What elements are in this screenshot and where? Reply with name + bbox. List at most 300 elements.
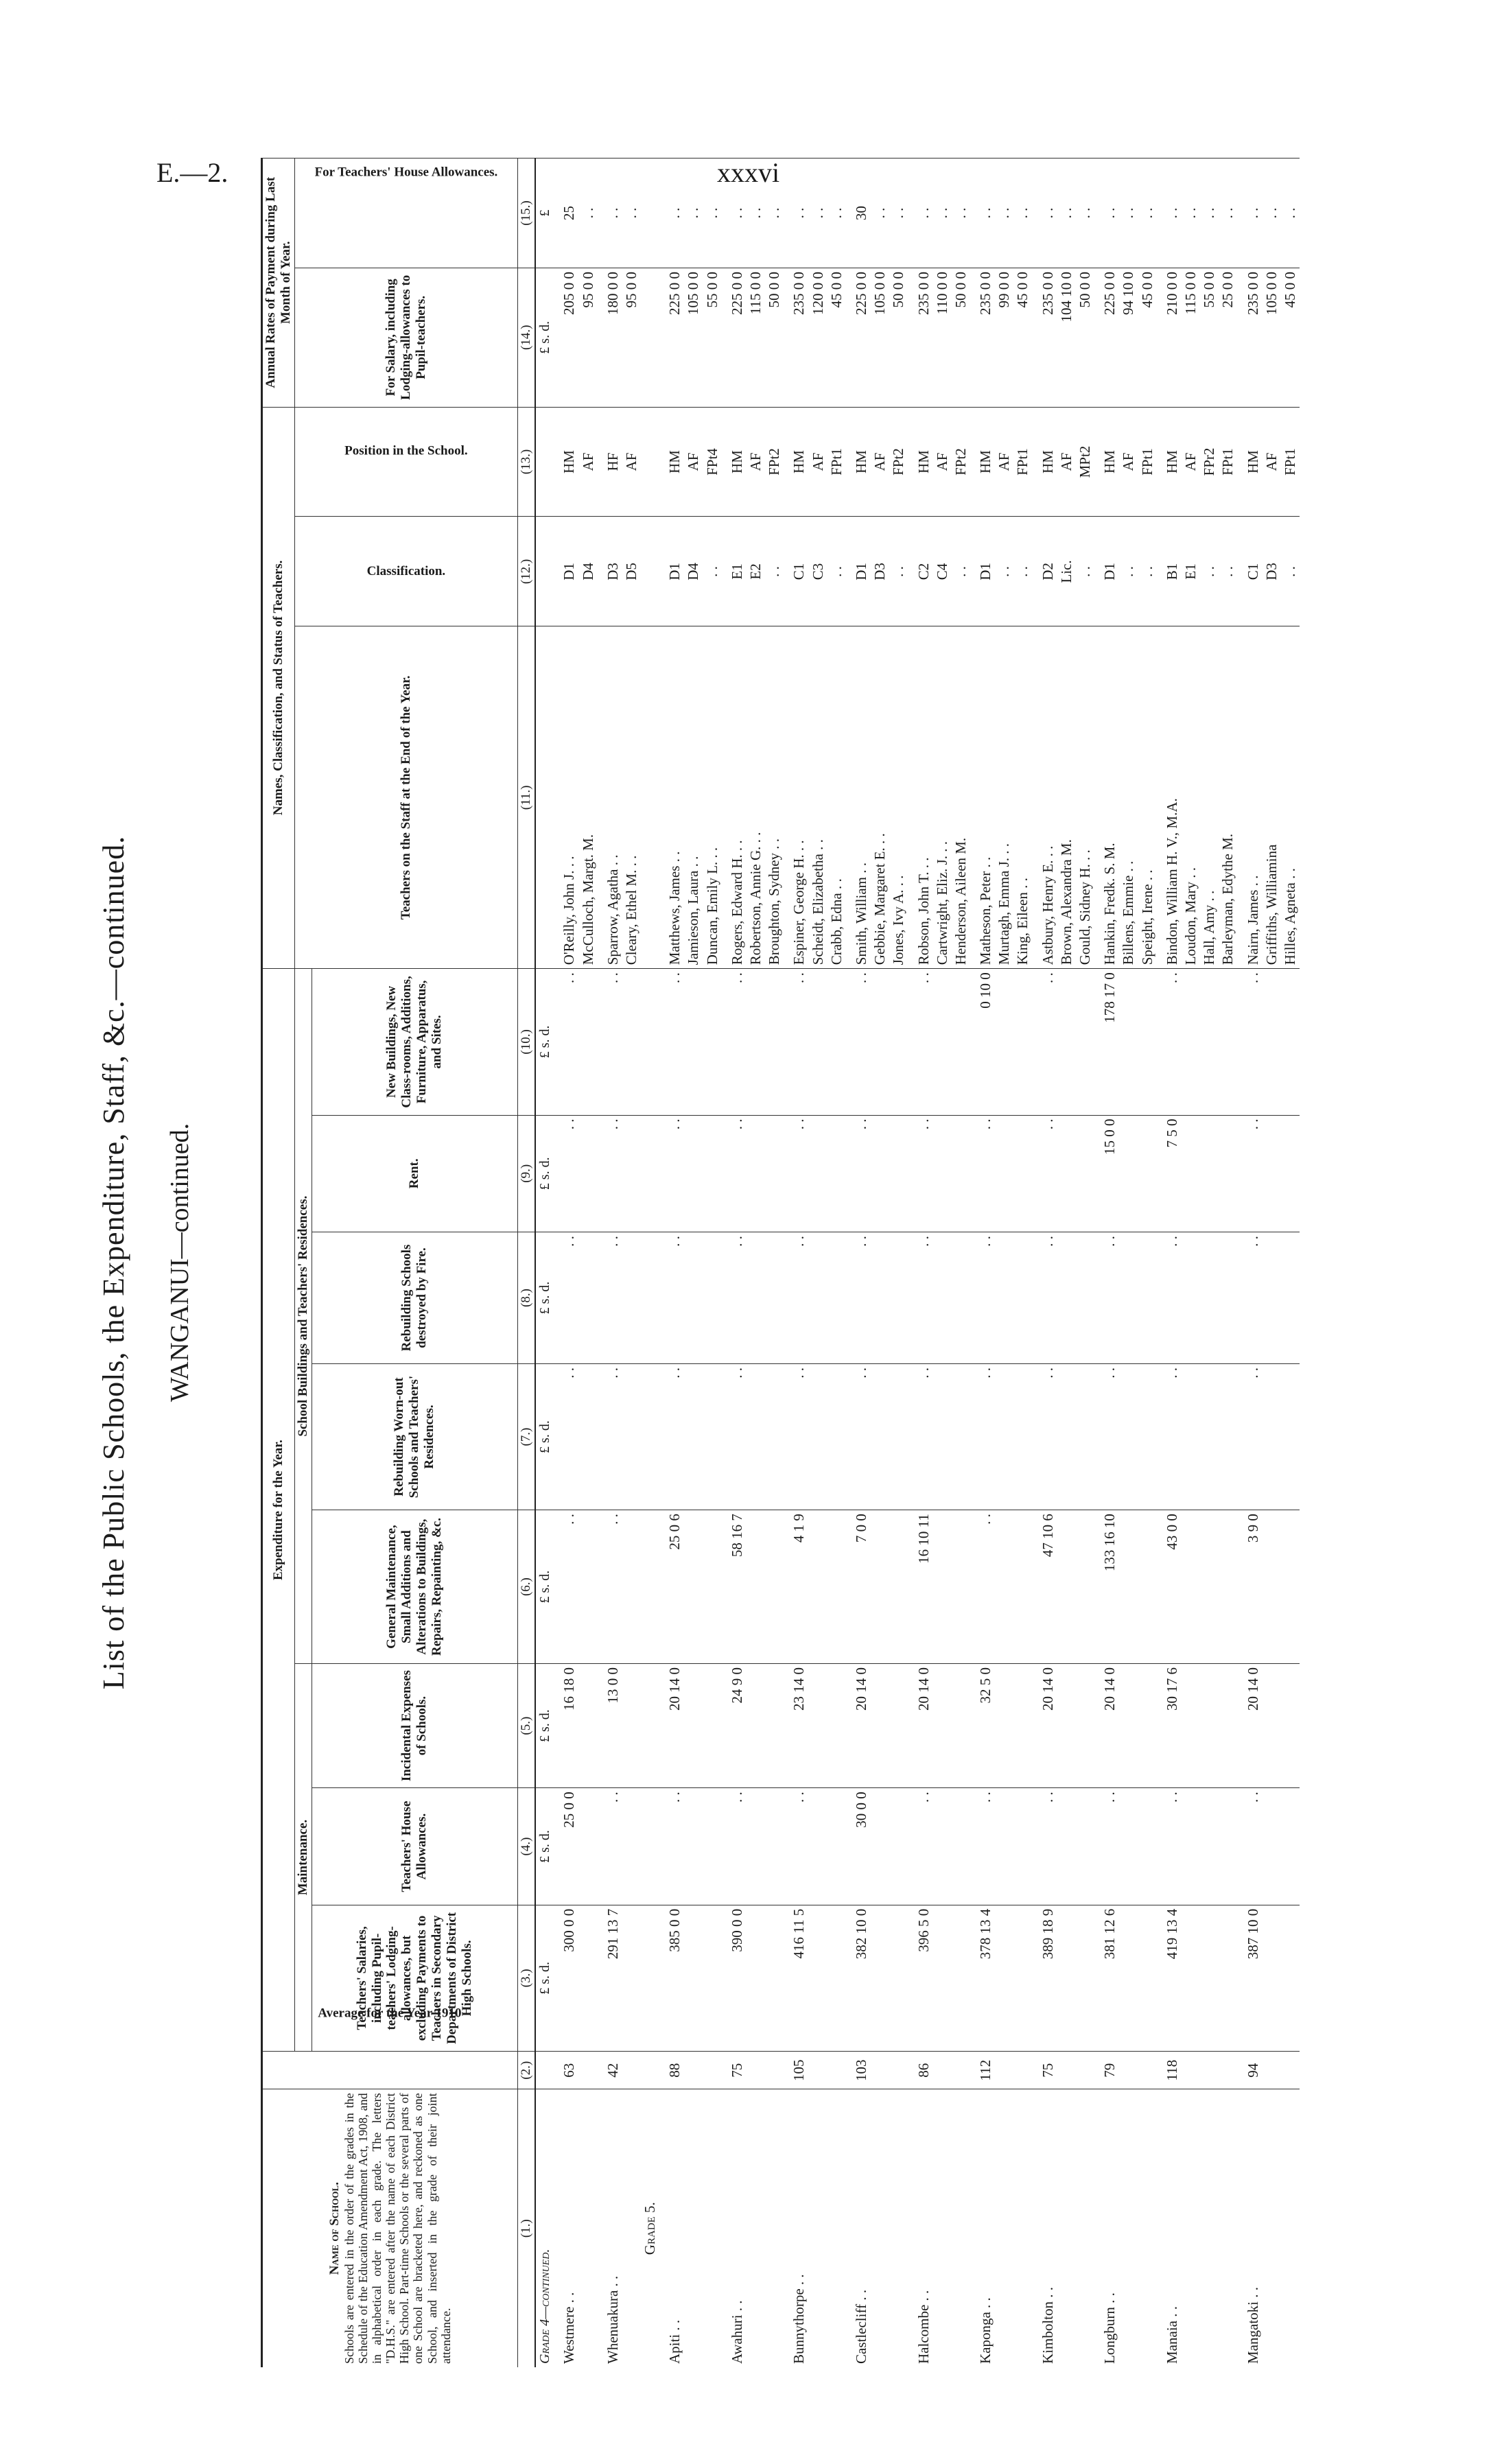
teachers-salaries: [1281, 1905, 1300, 2051]
position: FPr2: [1200, 407, 1219, 517]
average-attendance: [1119, 2052, 1138, 2089]
classification: E1: [722, 517, 747, 626]
teacher-name: Murtagh, Emma J. . .: [995, 626, 1013, 969]
rent: . .: [908, 1115, 933, 1232]
teacher-name: Hilles, Agneta . .: [1281, 626, 1300, 969]
teacher-name: Sparrow, Agatha . .: [598, 626, 622, 969]
position: FPt4: [703, 407, 722, 517]
units-label: £ s. d.: [535, 1664, 554, 1788]
position: HM: [784, 407, 808, 517]
teachers-salaries: [889, 1905, 908, 2051]
house-allowance: . .: [722, 1788, 747, 1905]
new-buildings: . .: [1238, 969, 1263, 1115]
house-allowance: [1138, 1788, 1157, 1905]
salary-rate: 50 0 0: [889, 268, 908, 408]
incidental-expenses: [995, 1664, 1013, 1788]
average-attendance: [1076, 2052, 1094, 2089]
new-buildings: [1138, 969, 1157, 1115]
rebuilding-fire: [809, 1232, 827, 1364]
incidental-expenses: [1200, 1664, 1219, 1788]
rebuilding-worn-out: [809, 1363, 827, 1510]
general-maintenance: 4 1 9: [784, 1510, 808, 1664]
school-name: [889, 2089, 908, 2367]
house-allowance-rate: . .: [703, 159, 722, 268]
general-maintenance: [1138, 1510, 1157, 1664]
table-row: [908, 159, 933, 2368]
classification: B1: [1157, 517, 1182, 626]
table-row: [659, 159, 684, 2368]
average-attendance: 112: [970, 2052, 995, 2089]
rent: [1182, 1115, 1200, 1232]
salary-rate: 55 0 0: [703, 268, 722, 408]
rebuilding-worn-out: [684, 1363, 703, 1510]
house-allowance: . .: [598, 1788, 622, 1905]
house-allowance-rate: . .: [784, 159, 808, 268]
average-attendance: 103: [846, 2052, 871, 2089]
salary-rate: 50 0 0: [765, 268, 784, 408]
house-allowance-rate: . .: [1013, 159, 1032, 268]
teachers-salaries: [622, 1905, 641, 2051]
units-label: £ s. d.: [535, 1363, 554, 1510]
house-allowance: . .: [970, 1788, 995, 1905]
rent: [579, 1115, 598, 1232]
incidental-expenses: [684, 1664, 703, 1788]
house-allowance-rate: . .: [1157, 159, 1182, 268]
teachers-salaries: [1200, 1905, 1219, 2051]
house-allowance-rate: . .: [622, 159, 641, 268]
rent: . .: [970, 1115, 995, 1232]
school-name: Manaia . .: [1157, 2089, 1182, 2367]
teachers-header: Teachers on the Staff at the End of the Year.: [294, 626, 517, 969]
house-allowance-rate: . .: [809, 159, 827, 268]
position: AF: [871, 407, 889, 517]
new-buildings: . .: [784, 969, 808, 1115]
house-allowance: 25 0 0: [554, 1788, 578, 1905]
new-buildings: . .: [846, 969, 871, 1115]
table-row: [1263, 159, 1281, 2368]
rebuilding-fire-header: Rebuilding Schools destroyed by Fire.: [312, 1232, 517, 1364]
position: AF: [1182, 407, 1200, 517]
position: HM: [1033, 407, 1057, 517]
rent: 7 5 0: [1157, 1115, 1182, 1232]
position: FPt2: [765, 407, 784, 517]
house-allowance-rate: . .: [1238, 159, 1263, 268]
new-buildings: [684, 969, 703, 1115]
col-num: (1.): [517, 2089, 535, 2367]
general-maintenance: 3 9 0: [1238, 1510, 1263, 1664]
salary-rate: 105 0 0: [684, 268, 703, 408]
rebuilding-worn-out: . .: [598, 1363, 622, 1510]
table-row: [1238, 159, 1263, 2368]
new-buildings: . .: [1033, 969, 1057, 1115]
classification: D5: [622, 517, 641, 626]
school-name: [703, 2089, 722, 2367]
rent: . .: [1238, 1115, 1263, 1232]
teacher-name: Smith, William . .: [846, 626, 871, 969]
teachers-salaries: [1263, 1905, 1281, 2051]
teacher-name: Broughton, Sydney . .: [765, 626, 784, 969]
house-allowance-rate: . .: [1119, 159, 1138, 268]
position: AF: [622, 407, 641, 517]
table-row: [1200, 159, 1219, 2368]
house-allowance: . .: [1033, 1788, 1057, 1905]
new-buildings: [952, 969, 970, 1115]
table-row: [1013, 159, 1032, 2368]
incidental-expenses: 20 14 0: [1094, 1664, 1119, 1788]
rebuilding-worn-out: . .: [846, 1363, 871, 1510]
new-buildings: [1182, 969, 1200, 1115]
general-maintenance: [684, 1510, 703, 1664]
teachers-salaries: [765, 1905, 784, 2051]
table-row: [598, 159, 622, 2368]
rent: . .: [659, 1115, 684, 1232]
house-allowance: [827, 1788, 846, 1905]
house-allowance-rate: . .: [1094, 159, 1119, 268]
incidental-expenses: [1013, 1664, 1032, 1788]
rent: . .: [1033, 1115, 1057, 1232]
page-number: xxxvi: [717, 157, 780, 188]
new-buildings-header: New Buildings, New Class-rooms, Additions, Furniture, Apparatus, and Sites.: [312, 969, 517, 1115]
new-buildings: [933, 969, 952, 1115]
house-allowance-rate: . .: [1182, 159, 1200, 268]
position: AF: [1119, 407, 1138, 517]
rent: [747, 1115, 765, 1232]
house-allowance-rate: . .: [1076, 159, 1094, 268]
rebuilding-worn-out: . .: [722, 1363, 747, 1510]
general-maintenance: [809, 1510, 827, 1664]
house-allowances-header: Teachers' House Allowances.: [312, 1788, 517, 1905]
name-header: Name of School.: [327, 2182, 342, 2275]
classification: D4: [684, 517, 703, 626]
classification: C3: [809, 517, 827, 626]
average-attendance: 79: [1094, 2052, 1119, 2089]
teachers-salaries: 382 10 0: [846, 1905, 871, 2051]
house-allowance-rate: 25: [554, 159, 578, 268]
units-label: £ s. d.: [535, 268, 554, 408]
incidental-header: Incidental Expenses of Schools.: [312, 1664, 517, 1788]
incidental-expenses: [747, 1664, 765, 1788]
position: AF: [1263, 407, 1281, 517]
rebuilding-fire: [1200, 1232, 1219, 1364]
rent: [1119, 1115, 1138, 1232]
house-allowance: [933, 1788, 952, 1905]
rent: 15 0 0: [1094, 1115, 1119, 1232]
rebuilding-fire: . .: [784, 1232, 808, 1364]
incidental-expenses: [809, 1664, 827, 1788]
incidental-expenses: 20 14 0: [846, 1664, 871, 1788]
classification: . .: [1119, 517, 1138, 626]
general-maintenance: [1182, 1510, 1200, 1664]
table-row: [871, 159, 889, 2368]
school-name: Castlecliff . .: [846, 2089, 871, 2367]
incidental-expenses: [1263, 1664, 1281, 1788]
rebuilding-fire: [1076, 1232, 1094, 1364]
house-allowance: . .: [659, 1788, 684, 1905]
teachers-group-header: Names, Classification, and Status of Teachers.: [262, 407, 295, 969]
incidental-expenses: 20 14 0: [659, 1664, 684, 1788]
col-num: (7.): [517, 1363, 535, 1510]
incidental-expenses: [1076, 1664, 1094, 1788]
teachers-salaries: [684, 1905, 703, 2051]
teacher-name: McCulloch, Margt. M.: [579, 626, 598, 969]
table-row: [952, 159, 970, 2368]
school-name: [1263, 2089, 1281, 2367]
rebuilding-worn-out: . .: [784, 1363, 808, 1510]
units-label: £: [535, 159, 554, 268]
salary-rate: 50 0 0: [1076, 268, 1094, 408]
grade-label: Grade 5.: [641, 2089, 659, 2367]
salary-rate: 225 0 0: [659, 268, 684, 408]
average-attendance: [889, 2052, 908, 2089]
teacher-name: Griffiths, Williamina: [1263, 626, 1281, 969]
col-num: (6.): [517, 1510, 535, 1664]
incidental-expenses: [1182, 1664, 1200, 1788]
teacher-name: Cleary, Ethel M. . .: [622, 626, 641, 969]
average-attendance: [1200, 2052, 1219, 2089]
col-num: (11.): [517, 626, 535, 969]
general-maintenance: [1119, 1510, 1138, 1664]
position: HM: [1094, 407, 1119, 517]
general-maintenance: 58 16 7: [722, 1510, 747, 1664]
position: HM: [846, 407, 871, 517]
new-buildings: [765, 969, 784, 1115]
school-name: [1076, 2089, 1094, 2367]
incidental-expenses: [933, 1664, 952, 1788]
units-label: £ s. d.: [535, 1788, 554, 1905]
teachers-salaries: [1182, 1905, 1200, 2051]
classification: C2: [908, 517, 933, 626]
house-allowance-rate: . .: [933, 159, 952, 268]
rebuilding-worn-out: [1138, 1363, 1157, 1510]
position: HM: [1238, 407, 1263, 517]
salary-rate-header: For Salary, including Lodging-allowances to Pupil-teachers.: [294, 268, 517, 408]
position: HM: [722, 407, 747, 517]
expenditure-header: Expenditure for the Year.: [262, 969, 295, 2052]
rebuilding-worn-out: [1119, 1363, 1138, 1510]
house-allowance: . .: [784, 1788, 808, 1905]
average-attendance: [684, 2052, 703, 2089]
position: FPt1: [1138, 407, 1157, 517]
teacher-name: Speight, Irene . .: [1138, 626, 1157, 969]
rent: [1200, 1115, 1219, 1232]
house-allowance-rate: . .: [1057, 159, 1076, 268]
general-maintenance: [871, 1510, 889, 1664]
average-header: Average for the Year 1910: [262, 2052, 518, 2089]
rent: [809, 1115, 827, 1232]
school-name: [765, 2089, 784, 2367]
house-allowance-rate: . .: [579, 159, 598, 268]
house-allowance-rate: . .: [659, 159, 684, 268]
rent: [871, 1115, 889, 1232]
rebuilding-worn-out: . .: [908, 1363, 933, 1510]
salary-rate: 104 10 0: [1057, 268, 1076, 408]
general-maintenance: 43 0 0: [1157, 1510, 1182, 1664]
new-buildings: . .: [598, 969, 622, 1115]
position: AF: [579, 407, 598, 517]
new-buildings: . .: [908, 969, 933, 1115]
incidental-expenses: 20 14 0: [1033, 1664, 1057, 1788]
incidental-expenses: [1119, 1664, 1138, 1788]
rebuilding-fire: [1119, 1232, 1138, 1364]
teacher-name: Henderson, Aileen M.: [952, 626, 970, 969]
rebuilding-fire: . .: [598, 1232, 622, 1364]
classification: D1: [1094, 517, 1119, 626]
teachers-salaries: 416 11 5: [784, 1905, 808, 2051]
classification: D4: [579, 517, 598, 626]
col-num: (8.): [517, 1232, 535, 1364]
rebuilding-fire: . .: [908, 1232, 933, 1364]
house-allowance-rate: . .: [995, 159, 1013, 268]
rebuilding-fire: [579, 1232, 598, 1364]
house-allowance-rate: . .: [747, 159, 765, 268]
salary-rate: 205 0 0: [554, 268, 578, 408]
house-allowance: [1119, 1788, 1138, 1905]
average-attendance: [1182, 2052, 1200, 2089]
teachers-salaries: 381 12 6: [1094, 1905, 1119, 2051]
incidental-expenses: [827, 1664, 846, 1788]
general-maintenance: [1219, 1510, 1237, 1664]
teachers-salaries: [871, 1905, 889, 2051]
teacher-name: Scheidt, Elizabetha . .: [809, 626, 827, 969]
teachers-salaries: 396 5 0: [908, 1905, 933, 2051]
rent: . .: [554, 1115, 578, 1232]
teachers-salaries: [809, 1905, 827, 2051]
classification: E1: [1182, 517, 1200, 626]
table-row: [1182, 159, 1200, 2368]
name-header-cell: [262, 2089, 518, 2367]
classification: D3: [1263, 517, 1281, 626]
teacher-name: Loudon, Mary . .: [1182, 626, 1200, 969]
house-allowance: [889, 1788, 908, 1905]
average-attendance: 63: [554, 2052, 578, 2089]
rebuilding-worn-out: [889, 1363, 908, 1510]
average-attendance: [1219, 2052, 1237, 2089]
units-label: £ s. d.: [535, 1510, 554, 1664]
table-row: [1119, 159, 1138, 2368]
col-num: (14.): [517, 268, 535, 408]
new-buildings: [1263, 969, 1281, 1115]
school-name: [995, 2089, 1013, 2367]
new-buildings: [1200, 969, 1219, 1115]
table-row: [889, 159, 908, 2368]
teachers-salaries: [1119, 1905, 1138, 2051]
classification: C1: [784, 517, 808, 626]
house-allowance: [1281, 1788, 1300, 1905]
position: FPt1: [1281, 407, 1300, 517]
rebuilding-worn-out: [703, 1363, 722, 1510]
general-maintenance: [747, 1510, 765, 1664]
teacher-name: Gebbie, Margaret E. . .: [871, 626, 889, 969]
new-buildings: [622, 969, 641, 1115]
general-maintenance: [703, 1510, 722, 1664]
classification: . .: [952, 517, 970, 626]
rebuilding-worn-out: [1200, 1363, 1219, 1510]
incidental-expenses: [703, 1664, 722, 1788]
rebuilding-fire: [747, 1232, 765, 1364]
table-row: [1157, 159, 1182, 2368]
school-name: [1138, 2089, 1157, 2367]
teachers-salaries: 378 13 4: [970, 1905, 995, 2051]
classification: Lic.: [1057, 517, 1076, 626]
new-buildings: [995, 969, 1013, 1115]
average-attendance: 94: [1238, 2052, 1263, 2089]
school-name: [622, 2089, 641, 2367]
rebuilding-fire: [1138, 1232, 1157, 1364]
teacher-name: Nairn, James . .: [1238, 626, 1263, 969]
average-attendance: 86: [908, 2052, 933, 2089]
column-number-row: [517, 159, 535, 2368]
units-label: £ s. d.: [535, 1232, 554, 1364]
rebuilding-fire: . .: [554, 1232, 578, 1364]
school-name: Longburn . .: [1094, 2089, 1119, 2367]
incidental-expenses: [579, 1664, 598, 1788]
incidental-expenses: [952, 1664, 970, 1788]
school-name: [1219, 2089, 1237, 2367]
average-attendance: [747, 2052, 765, 2089]
general-maintenance: [579, 1510, 598, 1664]
house-allowance: [1219, 1788, 1237, 1905]
rebuilding-fire: . .: [846, 1232, 871, 1364]
rebuilding-fire: . .: [1238, 1232, 1263, 1364]
classification: . .: [995, 517, 1013, 626]
average-attendance: [1263, 2052, 1281, 2089]
school-name: [1200, 2089, 1219, 2367]
general-maintenance: 47 10 6: [1033, 1510, 1057, 1664]
salary-rate: 235 0 0: [908, 268, 933, 408]
rent: . .: [722, 1115, 747, 1232]
rebuilding-worn-out: [933, 1363, 952, 1510]
classification: D1: [659, 517, 684, 626]
table-row: [1033, 159, 1057, 2368]
salary-rate: 105 0 0: [871, 268, 889, 408]
school-name: Kimbolton . .: [1033, 2089, 1057, 2367]
average-attendance: [1281, 2052, 1300, 2089]
units-label: £ s. d.: [535, 1115, 554, 1232]
col-num: (9.): [517, 1115, 535, 1232]
col-num: (12.): [517, 517, 535, 626]
house-allowance: 30 0 0: [846, 1788, 871, 1905]
salary-rate: 110 0 0: [933, 268, 952, 408]
school-name: [684, 2089, 703, 2367]
col-num: (4.): [517, 1788, 535, 1905]
table-row: [933, 159, 952, 2368]
incidental-expenses: [622, 1664, 641, 1788]
general-maintenance: [1057, 1510, 1076, 1664]
school-name: [952, 2089, 970, 2367]
house-allowance: [1057, 1788, 1076, 1905]
house-allowance-rate: . .: [871, 159, 889, 268]
average-attendance: 118: [1157, 2052, 1182, 2089]
rent: . .: [784, 1115, 808, 1232]
teacher-name: Duncan, Emily L. . .: [703, 626, 722, 969]
average-attendance: [995, 2052, 1013, 2089]
table-subtitle: WANGANUI—continued.: [165, 1123, 194, 1403]
general-maintenance: [1200, 1510, 1219, 1664]
name-header-note: Schools are entered in the order of the grades in the Schedule of the Education Amendment Act, 1908, and in alphabetical order in each grade. The letters "D.H.S." are entered after the name of each District High School. Part-time Schools or the several parts of one School are bracketed here, and reckoned as one School, and inserted in the grade of their joint attendance.: [342, 2093, 453, 2364]
teacher-name: Cartwright, Eliz. J. . .: [933, 626, 952, 969]
teachers-salaries: [1057, 1905, 1076, 2051]
rent: [933, 1115, 952, 1232]
average-attendance: 88: [659, 2052, 684, 2089]
house-allowance: [809, 1788, 827, 1905]
units-label: £ s. d.: [535, 1905, 554, 2051]
incidental-expenses: [1138, 1664, 1157, 1788]
house-allowance: . .: [1157, 1788, 1182, 1905]
teachers-salaries: [952, 1905, 970, 2051]
salary-rate: 115 0 0: [1182, 268, 1200, 408]
school-name: Mangatoki . .: [1238, 2089, 1263, 2367]
house-allowance-rate: . .: [684, 159, 703, 268]
